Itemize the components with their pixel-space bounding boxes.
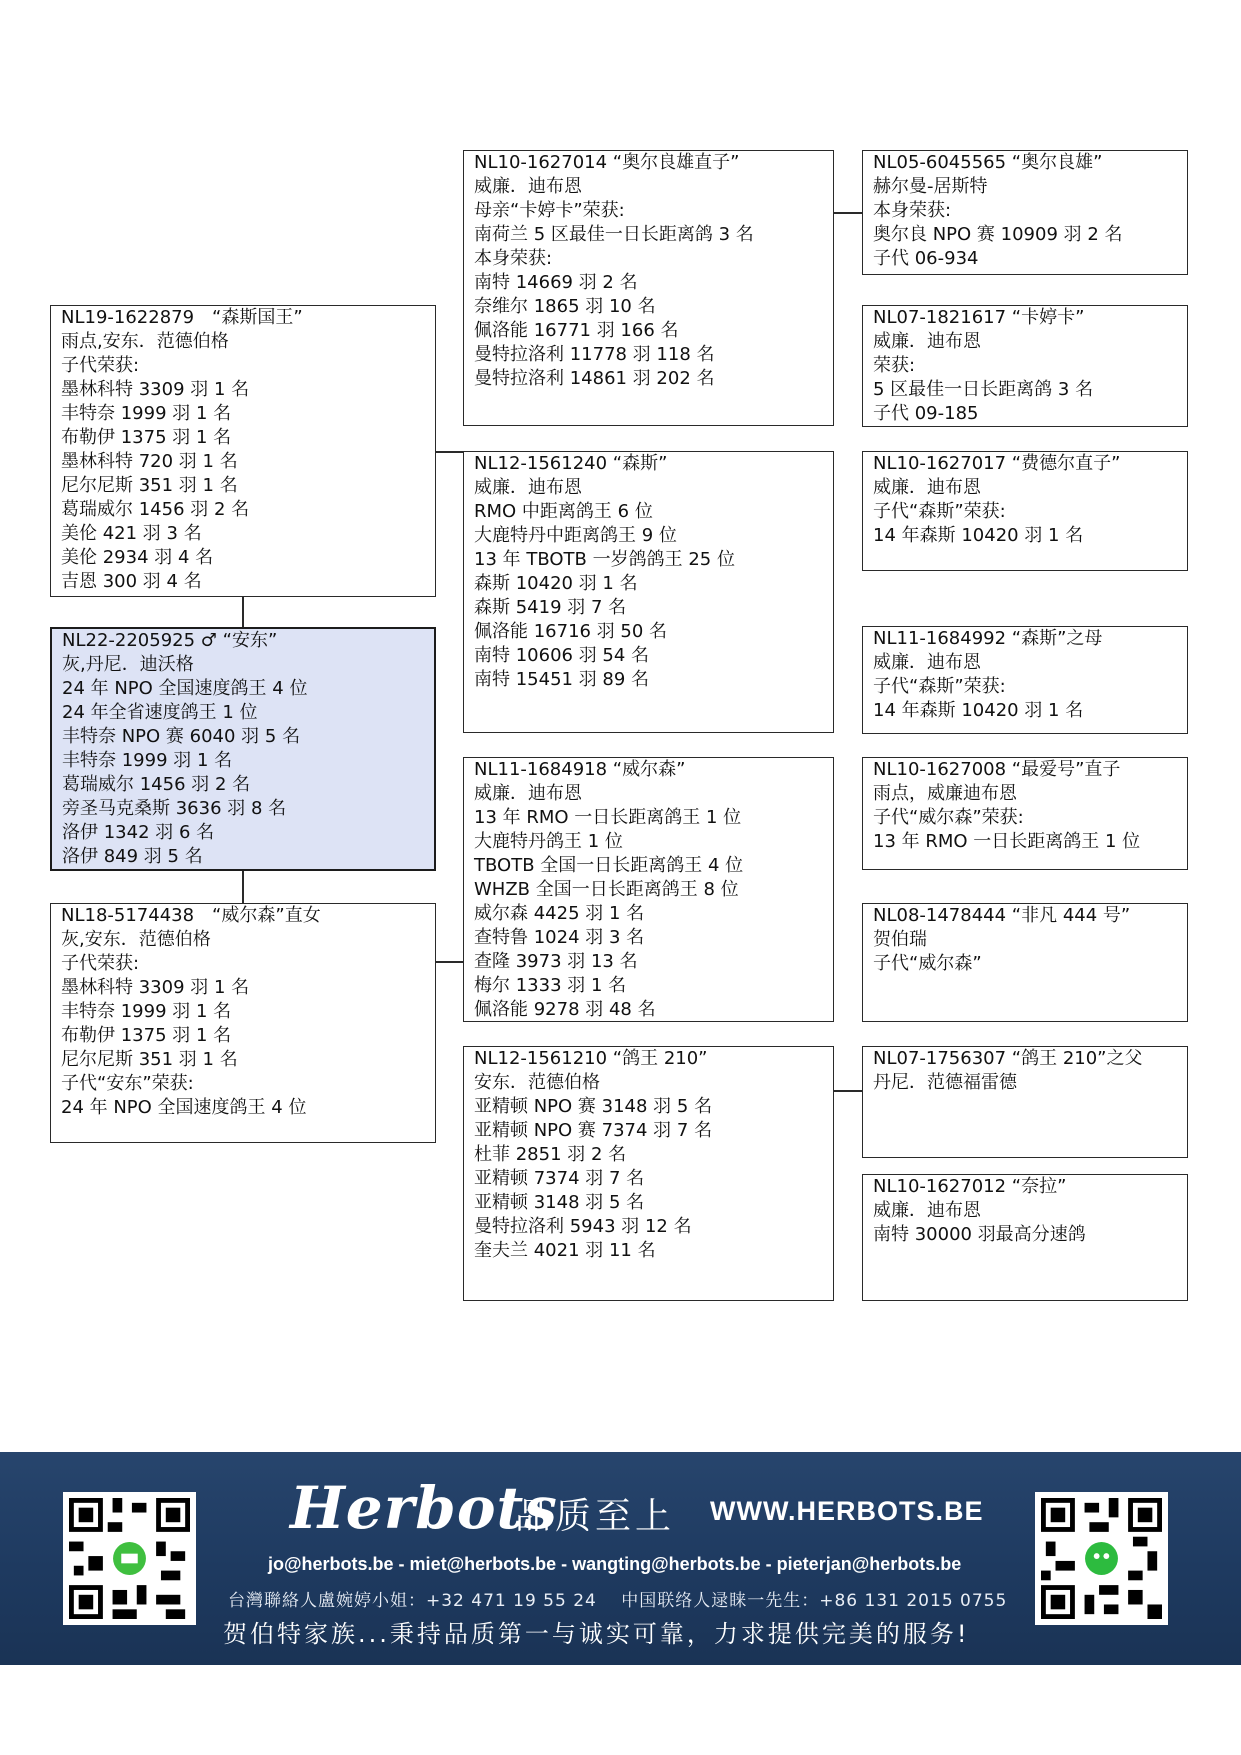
pigeon-info-line: 洛伊 1342 羽 6 名 — [62, 822, 215, 843]
herbots-logo: Herbots — [290, 1474, 558, 1542]
pigeon-info-line: 安东．范德伯格 — [474, 1072, 600, 1093]
pigeon-info-line: 大鹿特丹鸽王 1 位 — [474, 831, 623, 852]
pigeon-ring-name: NL10-1627012 “奈拉” — [873, 1176, 1067, 1197]
great-grandparent-card-7 — [862, 1046, 1188, 1158]
qr-code-line[interactable] — [63, 1492, 196, 1625]
pigeon-info-line: 曼特拉洛利 14861 羽 202 名 — [474, 368, 715, 389]
pigeon-info-line: 子代“安东”荣获: — [61, 1073, 194, 1094]
pigeon-info-line: 母亲“卡婷卡”荣获: — [474, 200, 625, 221]
pigeon-info-line: 洛伊 849 羽 5 名 — [62, 846, 203, 867]
pigeon-info-line: 墨林科特 3309 羽 1 名 — [61, 379, 250, 400]
great-grandparent-card-1 — [862, 150, 1188, 275]
pigeon-ring-name: NL11-1684992 “森斯”之母 — [873, 628, 1103, 649]
pigeon-info-line: 24 年 NPO 全国速度鸽王 4 位 — [61, 1097, 307, 1118]
pigeon-info-line: 查特鲁 1024 羽 3 名 — [474, 927, 645, 948]
connector-line — [242, 871, 244, 903]
great-grandparent-card-8 — [862, 1174, 1188, 1301]
connector-line — [834, 212, 862, 214]
pigeon-info-line: 丰特奈 1999 羽 1 名 — [62, 750, 233, 771]
pigeon-info-line: 丰特奈 NPO 赛 6040 羽 5 名 — [62, 726, 301, 747]
pigeon-info-line: 奈维尔 1865 羽 10 名 — [474, 296, 656, 317]
subject-pigeon-card — [50, 627, 436, 871]
pigeon-info-line: 雨点,安东．范德伯格 — [61, 331, 229, 352]
pigeon-ring-name: NL11-1684918 “威尔森” — [474, 759, 686, 780]
pigeon-info-line: 丰特奈 1999 羽 1 名 — [61, 1001, 232, 1022]
pigeon-info-line: 子代荣获: — [61, 953, 140, 974]
pigeon-ring-name: NL12-1561210 “鸽王 210” — [474, 1048, 708, 1069]
pigeon-info-line: 佩洛能 16716 羽 50 名 — [474, 621, 668, 642]
pigeon-info-line: 布勒伊 1375 羽 1 名 — [61, 427, 232, 448]
pigeon-info-line: 奥尔良 NPO 赛 10909 羽 2 名 — [873, 224, 1123, 245]
pigeon-info-line: 子代 06-934 — [873, 248, 979, 269]
pigeon-info-line: 布勒伊 1375 羽 1 名 — [61, 1025, 232, 1046]
email-contacts[interactable]: jo@herbots.be - miet@herbots.be - wangting@herbots.be - pieterjan@herbots.be — [268, 1554, 962, 1574]
pigeon-info-line: 南特 10606 羽 54 名 — [474, 645, 650, 666]
pigeon-info-line: 雨点，威廉迪布恩 — [873, 783, 1017, 804]
great-grandparent-card-3 — [862, 451, 1188, 571]
pigeon-info-line: 南特 30000 羽最高分速鸽 — [873, 1224, 1086, 1245]
pigeon-info-line: 威廉．迪布恩 — [873, 652, 981, 673]
pigeon-info-line: 大鹿特丹中距离鸽王 9 位 — [474, 525, 677, 546]
pigeon-info-line: 子代“威尔森” — [873, 953, 982, 974]
pigeon-info-line: 亚精顿 NPO 赛 3148 羽 5 名 — [474, 1096, 713, 1117]
connector-line — [436, 961, 463, 963]
phone-contacts: 台灣聯絡人盧婉婷小姐：+32 471 19 55 24 中国联络人逯睐一先生：+86 131 2015 0755 — [228, 1591, 1008, 1611]
grandsire-sire-side-card — [463, 150, 834, 426]
pigeon-ring-name: NL22-2205925 ♂ “安东” — [62, 630, 278, 651]
granddam-sire-side-card — [463, 451, 834, 733]
pigeon-info-line: 赫尔曼-居斯特 — [873, 176, 988, 197]
sire-card — [50, 305, 436, 597]
pigeon-info-line: 查隆 3973 羽 13 名 — [474, 951, 638, 972]
pigeon-info-line: 子代荣获: — [61, 355, 140, 376]
pigeon-info-line: 威廉．迪布恩 — [873, 1200, 981, 1221]
pigeon-info-line: 亚精顿 NPO 赛 7374 羽 7 名 — [474, 1120, 713, 1141]
pigeon-info-line: 森斯 10420 羽 1 名 — [474, 573, 638, 594]
pigeon-info-line: 24 年全省速度鸽王 1 位 — [62, 702, 258, 723]
great-grandparent-card-6 — [862, 903, 1188, 1022]
pigeon-info-line: 葛瑞威尔 1456 羽 2 名 — [61, 499, 250, 520]
connector-line — [242, 597, 244, 627]
pigeon-info-line: 13 年 RMO 一日长距离鸽王 1 位 — [474, 807, 742, 828]
pigeon-info-line: 威廉．迪布恩 — [474, 477, 582, 498]
pigeon-info-line: 曼特拉洛利 11778 羽 118 名 — [474, 344, 715, 365]
pigeon-info-line: 墨林科特 720 羽 1 名 — [61, 451, 238, 472]
granddam-dam-side-card — [463, 1046, 834, 1301]
connector-line — [834, 1090, 862, 1092]
footer-tagline: 贺伯特家族...秉持品质第一与诚实可靠，力求提供完美的服务! — [223, 1620, 970, 1648]
great-grandparent-card-4 — [862, 626, 1188, 734]
pigeon-info-line: 森斯 5419 羽 7 名 — [474, 597, 627, 618]
pigeon-ring-name: NL10-1627017 “费德尔直子” — [873, 453, 1121, 474]
pigeon-info-line: 吉恩 300 羽 4 名 — [61, 571, 202, 592]
pigeon-info-line: 荣获: — [873, 355, 916, 376]
pigeon-info-line: 杜菲 2851 羽 2 名 — [474, 1144, 627, 1165]
pigeon-info-line: 梅尔 1333 羽 1 名 — [474, 975, 627, 996]
pigeon-ring-name: NL12-1561240 “森斯” — [474, 453, 668, 474]
pigeon-ring-name: NL07-1756307 “鸽王 210”之父 — [873, 1048, 1143, 1069]
pigeon-info-line: 14 年森斯 10420 羽 1 名 — [873, 700, 1084, 721]
pigeon-info-line: 贺伯瑞 — [873, 929, 927, 950]
pigeon-info-line: WHZB 全国一日长距离鸽王 8 位 — [474, 879, 739, 900]
pigeon-info-line: 葛瑞威尔 1456 羽 2 名 — [62, 774, 251, 795]
pigeon-info-line: 美伦 421 羽 3 名 — [61, 523, 202, 544]
pigeon-info-line: 旁圣马克桑斯 3636 羽 8 名 — [62, 798, 287, 819]
pigeon-info-line: 24 年 NPO 全国速度鸽王 4 位 — [62, 678, 308, 699]
wechat-icon — [1041, 1498, 1162, 1619]
pigeon-info-line: 南荷兰 5 区最佳一日长距离鸽 3 名 — [474, 224, 754, 245]
pigeon-info-line: 灰,丹尼．迪沃格 — [62, 654, 194, 675]
pigeon-info-line: 威廉．迪布恩 — [474, 176, 582, 197]
great-grandparent-card-5 — [862, 757, 1188, 870]
pigeon-info-line: 奎夫兰 4021 羽 11 名 — [474, 1240, 656, 1261]
pigeon-info-line: 尼尔尼斯 351 羽 1 名 — [61, 475, 238, 496]
pigeon-info-line: 灰,安东．范德伯格 — [61, 929, 211, 950]
pigeon-ring-name: NL19-1622879 “森斯国王” — [61, 307, 303, 328]
pigeon-info-line: 威廉．迪布恩 — [474, 783, 582, 804]
pigeon-info-line: 本身荣获: — [873, 200, 952, 221]
pigeon-info-line: 威廉．迪布恩 — [873, 477, 981, 498]
pigeon-info-line: 南特 15451 羽 89 名 — [474, 669, 650, 690]
pigeon-info-line: 尼尔尼斯 351 羽 1 名 — [61, 1049, 238, 1070]
pigeon-ring-name: NL05-6045565 “奥尔良雄” — [873, 152, 1103, 173]
qr-code-wechat[interactable] — [1035, 1492, 1168, 1625]
pigeon-ring-name: NL07-1821617 “卡婷卡” — [873, 307, 1085, 328]
pigeon-info-line: RMO 中距离鸽王 6 位 — [474, 501, 653, 522]
pigeon-info-line: 子代 09-185 — [873, 403, 979, 424]
pigeon-info-line: 14 年森斯 10420 羽 1 名 — [873, 525, 1084, 546]
website-link[interactable]: WWW.HERBOTS.BE — [710, 1496, 984, 1526]
pigeon-info-line: 丹尼．范德福雷德 — [873, 1072, 1017, 1093]
pigeon-info-line: 5 区最佳一日长距离鸽 3 名 — [873, 379, 1094, 400]
pigeon-info-line: 本身荣获: — [474, 248, 553, 269]
connector-line — [436, 451, 463, 453]
grandsire-dam-side-card — [463, 757, 834, 1022]
pigeon-ring-name: NL08-1478444 “非凡 444 号” — [873, 905, 1131, 926]
pigeon-info-line: 亚精顿 7374 羽 7 名 — [474, 1168, 645, 1189]
pigeon-ring-name: NL10-1627014 “奥尔良雄直子” — [474, 152, 740, 173]
pigeon-ring-name: NL18-5174438 “威尔森”直女 — [61, 905, 321, 926]
pigeon-info-line: 13 年 TBOTB 一岁鸽鸽王 25 位 — [474, 549, 735, 570]
pigeon-info-line: 佩洛能 16771 羽 166 名 — [474, 320, 679, 341]
footer-banner — [0, 1452, 1241, 1665]
pigeon-info-line: 威廉．迪布恩 — [873, 331, 981, 352]
pigeon-info-line: 墨林科特 3309 羽 1 名 — [61, 977, 250, 998]
pigeon-info-line: 亚精顿 3148 羽 5 名 — [474, 1192, 645, 1213]
pigeon-info-line: 南特 14669 羽 2 名 — [474, 272, 638, 293]
pigeon-info-line: 曼特拉洛利 5943 羽 12 名 — [474, 1216, 692, 1237]
pigeon-info-line: 子代“森斯”荣获: — [873, 676, 1006, 697]
pigeon-ring-name: NL10-1627008 “最爱号”直子 — [873, 759, 1121, 780]
pigeon-info-line: 美伦 2934 羽 4 名 — [61, 547, 214, 568]
great-grandparent-card-2 — [862, 305, 1188, 427]
pigeon-info-line: 威尔森 4425 羽 1 名 — [474, 903, 645, 924]
pigeon-info-line: TBOTB 全国一日长距离鸽王 4 位 — [474, 855, 744, 876]
pigeon-info-line: 佩洛能 9278 羽 48 名 — [474, 999, 656, 1020]
line-app-icon — [69, 1498, 190, 1619]
pigeon-info-line: 子代“森斯”荣获: — [873, 501, 1006, 522]
pigeon-info-line: 丰特奈 1999 羽 1 名 — [61, 403, 232, 424]
pigeon-info-line: 13 年 RMO 一日长距离鸽王 1 位 — [873, 831, 1141, 852]
pigeon-info-line: 子代“威尔森”荣获: — [873, 807, 1024, 828]
slogan-text: 品质至上 — [515, 1496, 676, 1537]
dam-card — [50, 903, 436, 1143]
